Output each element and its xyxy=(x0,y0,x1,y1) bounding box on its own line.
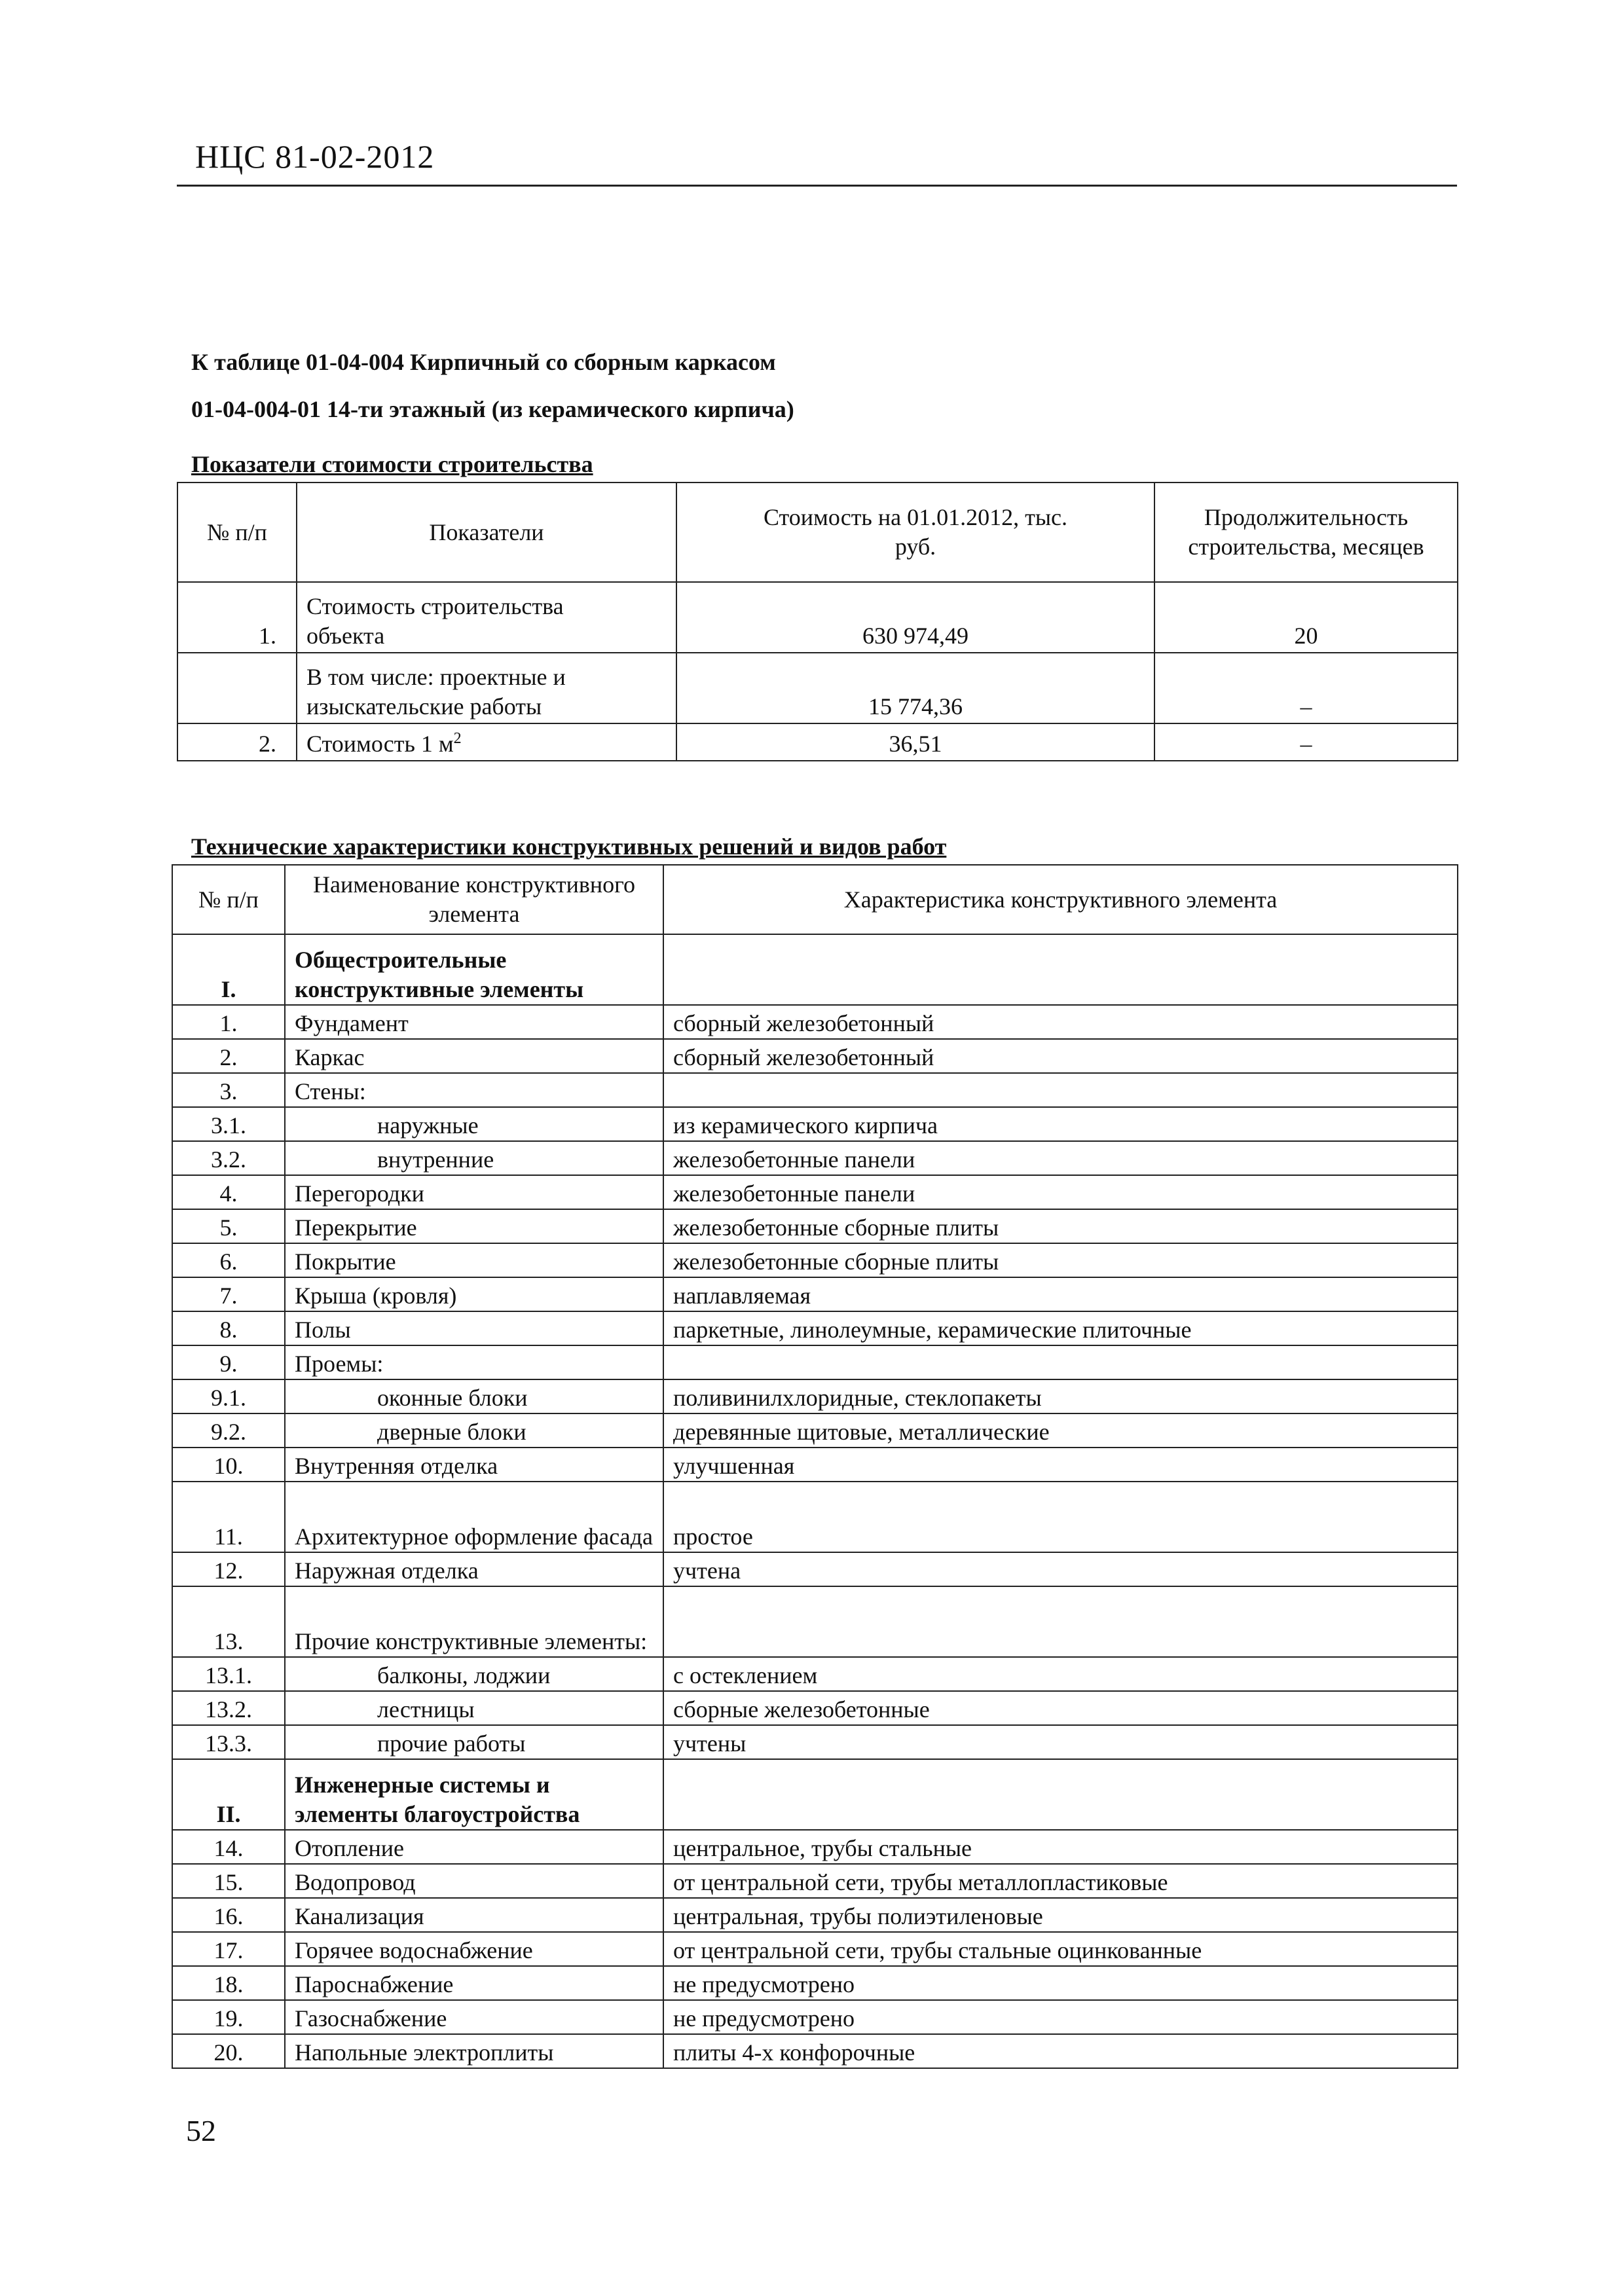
table-row xyxy=(172,1830,1458,1864)
row-num: 11. xyxy=(172,1482,285,1552)
row-num: 20. xyxy=(172,2034,285,2068)
row-description xyxy=(663,1345,1458,1379)
table-row xyxy=(172,1277,1458,1311)
row-description: сборный железобетонный xyxy=(663,1005,1458,1039)
row-name: Внутренняя отделка xyxy=(285,1448,663,1482)
row-name: Прочие конструктивные элементы: xyxy=(285,1586,663,1657)
row-cost: 36,51 xyxy=(676,723,1154,761)
row-duration: – xyxy=(1154,723,1458,761)
row-num: 19. xyxy=(172,2000,285,2034)
row-num: 3.1. xyxy=(172,1107,285,1141)
row-duration: – xyxy=(1154,653,1458,723)
row-description: от центральной сети, трубы стальные оцинкованные xyxy=(663,1932,1458,1966)
row-description xyxy=(663,1586,1458,1657)
table-row xyxy=(172,1107,1458,1141)
table-row xyxy=(172,1039,1458,1073)
row-description: учтена xyxy=(663,1552,1458,1586)
document-code: НЦС 81-02-2012 xyxy=(195,138,435,175)
row-description: из керамического кирпича xyxy=(663,1107,1458,1141)
table-row xyxy=(172,2000,1458,2034)
section-title: К таблице 01-04-004 Кирпичный со сборным каркасом xyxy=(191,349,776,375)
row-name: Крыша (кровля) xyxy=(285,1277,663,1311)
row-description: не предусмотрено xyxy=(663,1966,1458,2000)
table-row xyxy=(177,723,1458,761)
row-name: Инженерные системы и элементы благоустройства xyxy=(285,1759,663,1830)
superscript: 2 xyxy=(453,730,462,747)
row-num: 13.2. xyxy=(172,1691,285,1725)
row-name: наружные xyxy=(285,1107,663,1141)
row-description: железобетонные сборные плиты xyxy=(663,1209,1458,1243)
row-description xyxy=(663,1073,1458,1107)
row-num: 10. xyxy=(172,1448,285,1482)
row-name: балконы, лоджии xyxy=(285,1657,663,1691)
row-num: 3. xyxy=(172,1073,285,1107)
table-row xyxy=(172,1552,1458,1586)
column-header-num: № п/п xyxy=(177,483,297,582)
row-description: железобетонные сборные плиты xyxy=(663,1243,1458,1277)
subsection-title: 01-04-004-01 14-ти этажный (из керамического кирпича) xyxy=(191,396,794,422)
row-num: 1. xyxy=(177,582,297,653)
table-row xyxy=(172,1932,1458,1966)
tech-table xyxy=(172,864,1458,2069)
table-row xyxy=(172,1209,1458,1243)
row-num: 9. xyxy=(172,1345,285,1379)
row-num: I. xyxy=(172,934,285,1005)
row-name: лестницы xyxy=(285,1691,663,1725)
table-row xyxy=(172,1725,1458,1759)
table-row xyxy=(172,1448,1458,1482)
table-row xyxy=(172,1311,1458,1345)
row-name: Перекрытие xyxy=(285,1209,663,1243)
table-row xyxy=(172,1759,1458,1830)
table-row xyxy=(172,1691,1458,1725)
table-row xyxy=(172,1966,1458,2000)
column-header-name: Наименование конструктивного элемента xyxy=(285,865,663,934)
table-row xyxy=(172,1898,1458,1932)
row-name: Горячее водоснабжение xyxy=(285,1932,663,1966)
column-header-duration: Продолжительность строительства, месяцев xyxy=(1154,483,1458,582)
row-num: 2. xyxy=(172,1039,285,1073)
row-description: простое xyxy=(663,1482,1458,1552)
row-num: 14. xyxy=(172,1830,285,1864)
row-num: 3.2. xyxy=(172,1141,285,1175)
row-description: не предусмотрено xyxy=(663,2000,1458,2034)
column-header-num: № п/п xyxy=(172,865,285,934)
row-name: Отопление xyxy=(285,1830,663,1864)
row-description: от центральной сети, трубы металлопластиковые xyxy=(663,1864,1458,1898)
row-cost: 15 774,36 xyxy=(676,653,1154,723)
row-name: Газоснабжение xyxy=(285,2000,663,2034)
row-duration: 20 xyxy=(1154,582,1458,653)
row-description xyxy=(663,1759,1458,1830)
table-row xyxy=(172,1413,1458,1448)
row-description: с остеклением xyxy=(663,1657,1458,1691)
row-name: Напольные электроплиты xyxy=(285,2034,663,2068)
row-name: Водопровод xyxy=(285,1864,663,1898)
row-indicator xyxy=(297,723,676,761)
row-num: 13. xyxy=(172,1586,285,1657)
row-description: сборные железобетонные xyxy=(663,1691,1458,1725)
table-row xyxy=(172,1864,1458,1898)
table-row xyxy=(172,1379,1458,1413)
row-num: II. xyxy=(172,1759,285,1830)
row-description: поливинилхлоридные, стеклопакеты xyxy=(663,1379,1458,1413)
row-description: центральное, трубы стальные xyxy=(663,1830,1458,1864)
row-description: центральная, трубы полиэтиленовые xyxy=(663,1898,1458,1932)
row-name: внутренние xyxy=(285,1141,663,1175)
row-name: Стены: xyxy=(285,1073,663,1107)
row-indicator: В том числе: проектные и изыскательские работы xyxy=(297,653,676,723)
row-name: Наружная отделка xyxy=(285,1552,663,1586)
row-name: Пароснабжение xyxy=(285,1966,663,2000)
row-description: сборный железобетонный xyxy=(663,1039,1458,1073)
table-row xyxy=(177,582,1458,653)
row-num: 13.3. xyxy=(172,1725,285,1759)
table-row xyxy=(172,934,1458,1005)
cost-table-header-row xyxy=(177,483,1458,582)
header-divider xyxy=(177,185,1457,187)
row-description: плиты 4-х конфорочные xyxy=(663,2034,1458,2068)
row-name: Полы xyxy=(285,1311,663,1345)
row-name: Каркас xyxy=(285,1039,663,1073)
row-num: 16. xyxy=(172,1898,285,1932)
table-row xyxy=(177,653,1458,723)
table-row xyxy=(172,1005,1458,1039)
table-row xyxy=(172,1243,1458,1277)
row-name: прочие работы xyxy=(285,1725,663,1759)
table-row xyxy=(172,1345,1458,1379)
row-num: 6. xyxy=(172,1243,285,1277)
page-number: 52 xyxy=(186,2114,216,2147)
tech-table-caption: Технические характеристики конструктивных решений и видов работ xyxy=(191,833,947,860)
tech-table-header-row xyxy=(172,865,1458,934)
row-name: Покрытие xyxy=(285,1243,663,1277)
table-row xyxy=(172,2034,1458,2068)
table-row xyxy=(172,1073,1458,1107)
row-name: Перегородки xyxy=(285,1175,663,1209)
row-name: Канализация xyxy=(285,1898,663,1932)
table-row xyxy=(172,1657,1458,1691)
table-row xyxy=(172,1586,1458,1657)
row-name: Фундамент xyxy=(285,1005,663,1039)
column-header-cost: Стоимость на 01.01.2012, тыс. руб. xyxy=(676,483,1154,582)
table-row xyxy=(172,1175,1458,1209)
row-name: Архитектурное оформление фасада xyxy=(285,1482,663,1552)
row-description: железобетонные панели xyxy=(663,1175,1458,1209)
row-num: 18. xyxy=(172,1966,285,2000)
row-num: 9.1. xyxy=(172,1379,285,1413)
row-num: 4. xyxy=(172,1175,285,1209)
row-description: наплавляемая xyxy=(663,1277,1458,1311)
row-name: Проемы: xyxy=(285,1345,663,1379)
row-num: 9.2. xyxy=(172,1413,285,1448)
table-row xyxy=(172,1141,1458,1175)
row-num: 5. xyxy=(172,1209,285,1243)
row-num: 8. xyxy=(172,1311,285,1345)
row-description: учтены xyxy=(663,1725,1458,1759)
column-header-indicator: Показатели xyxy=(297,483,676,582)
row-indicator-text: Стоимость 1 м xyxy=(306,731,454,757)
row-name: Общестроительные конструктивные элементы xyxy=(285,934,663,1005)
column-header-desc: Характеристика конструктивного элемента xyxy=(663,865,1458,934)
row-cost: 630 974,49 xyxy=(676,582,1154,653)
row-num xyxy=(177,653,297,723)
row-num: 7. xyxy=(172,1277,285,1311)
row-description: паркетные, линолеумные, керамические плиточные xyxy=(663,1311,1458,1345)
row-num: 2. xyxy=(177,723,297,761)
row-num: 12. xyxy=(172,1552,285,1586)
row-num: 15. xyxy=(172,1864,285,1898)
row-num: 13.1. xyxy=(172,1657,285,1691)
row-description: деревянные щитовые, металлические xyxy=(663,1413,1458,1448)
row-indicator: Стоимость строительства объекта xyxy=(297,582,676,653)
cost-table-caption: Показатели стоимости строительства xyxy=(191,451,593,477)
table-row xyxy=(172,1482,1458,1552)
row-description: железобетонные панели xyxy=(663,1141,1458,1175)
row-num: 17. xyxy=(172,1932,285,1966)
row-description xyxy=(663,934,1458,1005)
row-description: улучшенная xyxy=(663,1448,1458,1482)
row-name: оконные блоки xyxy=(285,1379,663,1413)
row-name: дверные блоки xyxy=(285,1413,663,1448)
row-num: 1. xyxy=(172,1005,285,1039)
cost-table xyxy=(177,482,1458,761)
